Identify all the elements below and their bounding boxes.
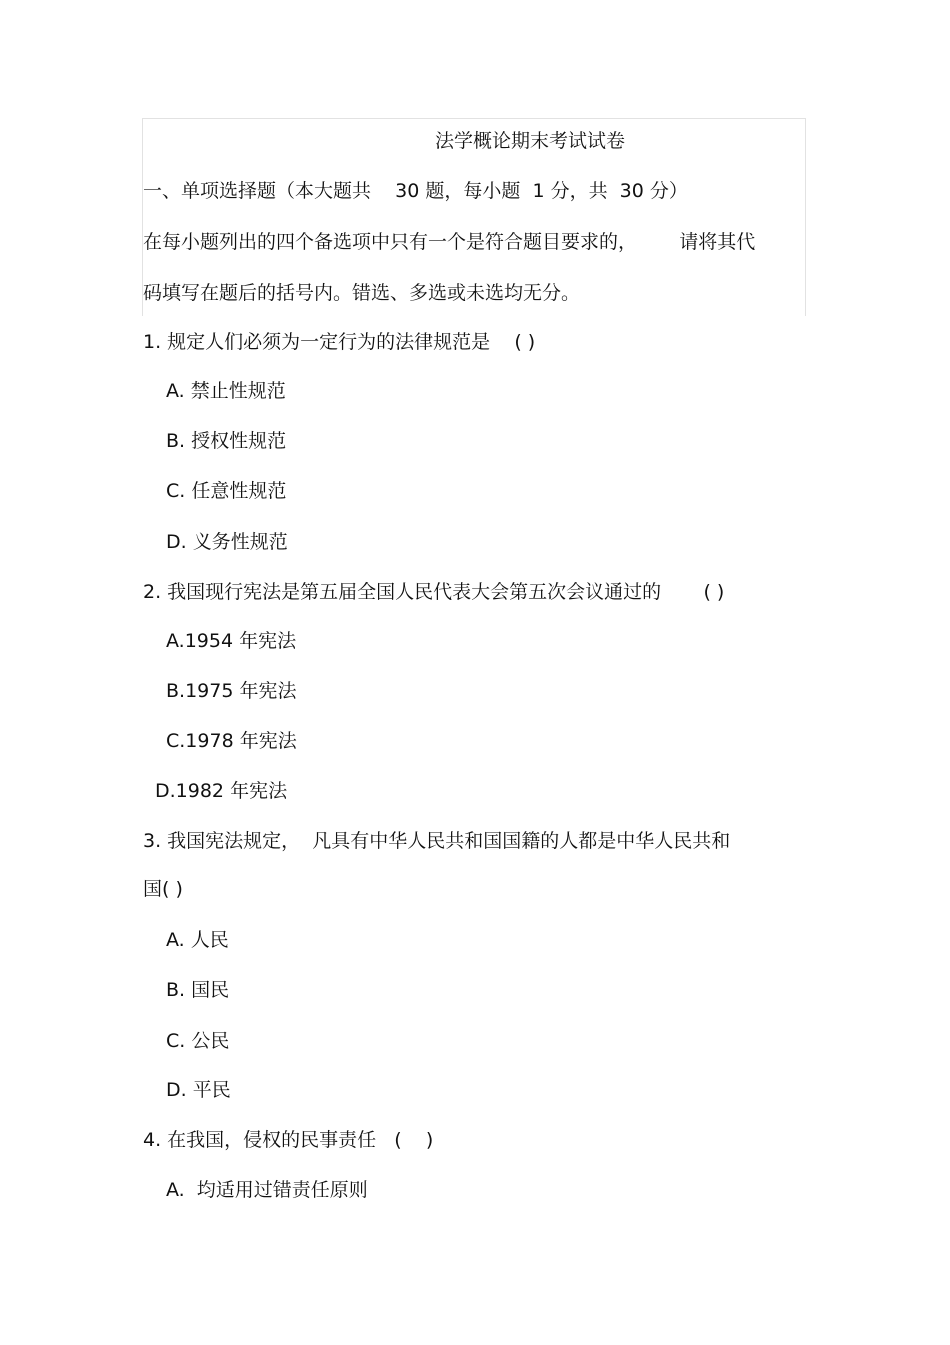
question-3-stem-line-2: 国( ): [143, 878, 183, 900]
question-1-option-c: C. 任意性规范: [166, 480, 287, 502]
question-1-option-a: A. 禁止性规范: [166, 380, 286, 402]
question-3-option-b: B. 国民: [166, 979, 230, 1001]
question-2-option-d: D.1982 年宪法: [155, 780, 288, 802]
question-3-option-c: C. 公民: [166, 1030, 230, 1052]
question-3-option-d: D. 平民: [166, 1079, 231, 1101]
question-4-stem: 4. 在我国，侵权的民事责任 ( ): [143, 1129, 434, 1151]
question-2-stem: 2. 我国现行宪法是第五届全国人民代表大会第五次会议通过的 ( ): [143, 581, 725, 603]
question-1-option-b: B. 授权性规范: [166, 430, 287, 452]
question-3-option-a: A. 人民: [166, 929, 229, 951]
instruction-line-2: 码填写在题后的括号内。错选、多选或未选均无分。: [143, 282, 581, 304]
instruction-line-1: 在每小题列出的四个备选项中只有一个是符合题目要求的， 请将其代: [143, 231, 756, 253]
question-4-option-a: A. 均适用过错责任原则: [166, 1179, 368, 1201]
question-2-option-c: C.1978 年宪法: [166, 730, 297, 752]
question-2-option-b: B.1975 年宪法: [166, 680, 297, 702]
question-2-option-a: A.1954 年宪法: [166, 630, 297, 652]
question-1-option-d: D. 义务性规范: [166, 531, 288, 553]
exam-title: 法学概论期末考试试卷: [435, 130, 626, 152]
question-3-stem-line-1: 3. 我国宪法规定， 凡具有中华人民共和国国籍的人都是中华人民共和: [143, 830, 731, 852]
section-heading: 一、单项选择题（本大题共 30 题，每小题 1 分，共 30 分）: [143, 180, 688, 202]
question-1-stem: 1. 规定人们必须为一定行为的法律规范是 ( ): [143, 331, 536, 353]
